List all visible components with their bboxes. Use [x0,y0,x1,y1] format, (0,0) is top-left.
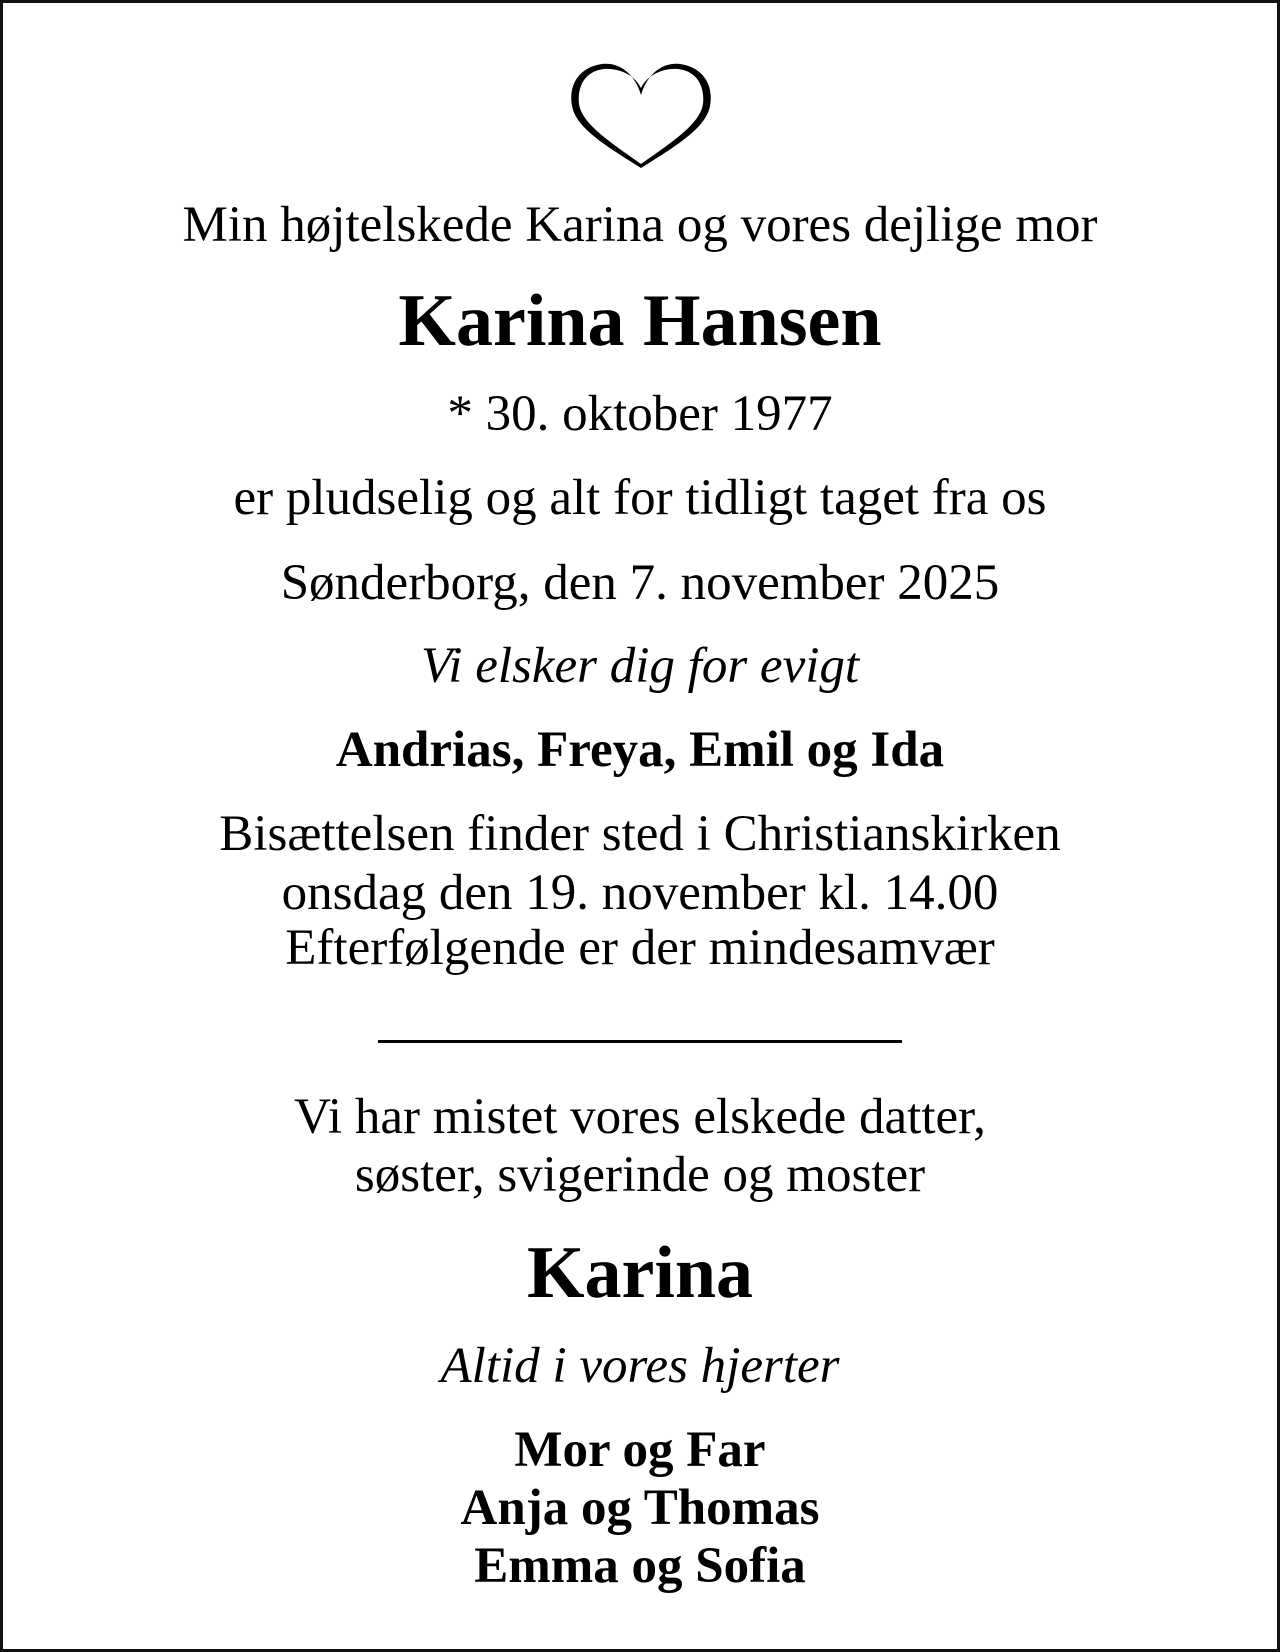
second-signer-3: Emma og Sofia [474,1538,806,1594]
signers-family: Andrias, Freya, Emil og Ida [335,722,945,778]
divider-rule [378,1040,902,1043]
second-signer-1: Mor og Far [514,1422,766,1478]
deceased-name: Karina Hansen [398,280,882,362]
place-and-date: Sønderborg, den 7. november 2025 [280,555,1000,611]
second-dedication: Altid i vores hjerter [440,1338,840,1394]
heart-outline-icon [566,58,716,172]
second-signer-2: Anja og Thomas [460,1480,820,1536]
second-intro-line-2: søster, svigerinde og moster [354,1147,926,1203]
second-intro-line-1: Vi har mistet vores elskede datter, [294,1089,986,1145]
funeral-line-2: onsdag den 19. november kl. 14.00 [281,865,999,921]
dedication-text: Vi elsker dig for evigt [420,638,860,694]
birth-date: * 30. oktober 1977 [447,386,833,442]
second-deceased-name: Karina [526,1232,754,1314]
funeral-line-3: Efterfølgende er der mindesamvær [285,920,995,976]
death-statement: er pludselig og alt for tidligt taget fra os [233,470,1047,526]
intro-text: Min højtelskede Karina og vores dejlige mor [182,197,1098,253]
funeral-line-1: Bisættelsen finder sted i Christianskirken [219,806,1061,862]
